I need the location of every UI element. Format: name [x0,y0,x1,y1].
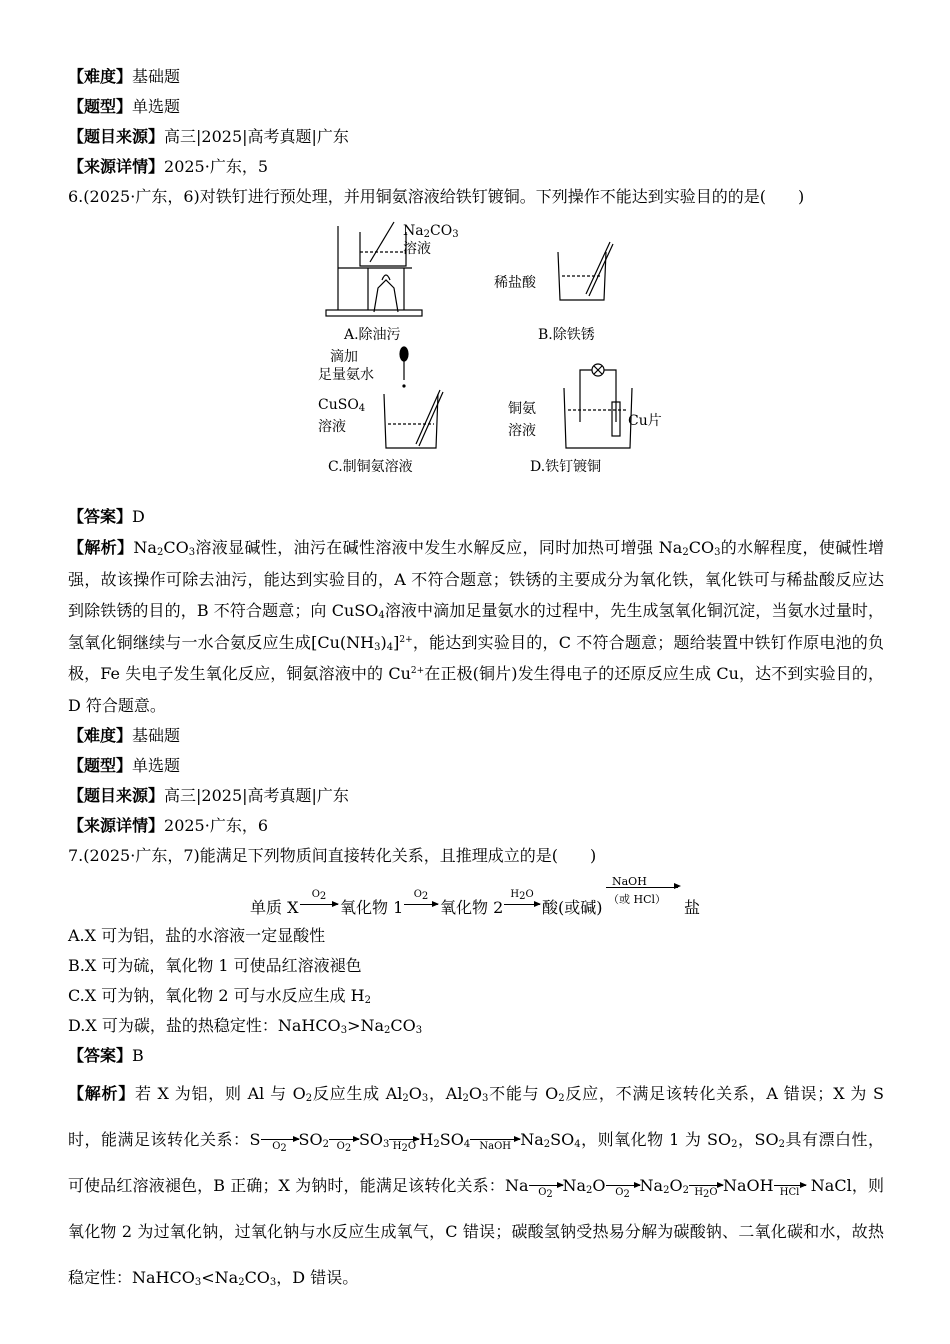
label-solution-a: 溶液 [403,241,431,257]
chain-arrow-3 [504,889,540,914]
arrow-4-alt-reagent: （或 HCl） [608,893,667,906]
question-6-figure [68,212,888,502]
label-cuso4: CuSO$_4$ [318,397,366,414]
label-dilute-hcl: 稀盐酸 [494,275,536,291]
option-d[interactable]: D.X 可为碳，盐的热稳定性：$NaHCO_3>Na_2CO_3$ [68,1016,423,1036]
answer-value: B [132,1046,144,1065]
arrow-1-reagent: $O_2$ [311,889,327,902]
type-value: 单选题 [132,756,181,775]
caption-c: C.制铜氨溶液 [328,459,413,475]
source-line-2 [68,781,888,811]
chain-arrow-4-head [674,883,681,889]
type-label: 【题型】 [68,756,133,775]
caption-a: A.除油污 [344,327,401,343]
question-6-stem: 6.(2025·广东，6)对铁钉进行预处理，并用铜氨溶液给铁钉镀铜。下列操作不能达到实验目的的是( ) [68,187,805,206]
detail-label: 【来源详情】 [68,816,165,835]
label-solution-d: 溶液 [508,423,536,439]
option-c[interactable]: C.X 可为钠，氧化物 2 可与水反应生成 $H_2$ [68,986,372,1006]
difficulty-label: 【难度】 [68,67,133,86]
analysis-6: 【解析】$Na_2CO_3$溶液显碱性，油污在碱性溶液中发生水解反应，同时加热可增强 $Na_2CO_3$的水解程度，使碱性增强，故该操作可除去油污，能达到实验目的，A 不符合题意；铁锈的主要成分为氧化铁，氧化铁可与稀盐酸反应达到除铁锈的目的，B 不符合题意；向 CuSO$_4$溶液中滴加足量氨水的过程中，先生成氢氧化铜沉淀，当氨水过量时，氢氧化铜继续与一水合氨反应生成$[Cu(NH_3)_4]^{2+}$，能达到实验目的，C 不符合题意；题给装置中铁钉作原电池的负极，Fe 失电子发生氧化反应，铜氨溶液中的 $Cu^{2+}$在正极(铜片)发生得电子的还原反应生成 Cu，达不到实验目的，D 符合题意。 [68,538,884,715]
source-line [68,122,888,152]
document-page [68,62,888,1301]
label-add: 滴加 [330,349,358,365]
source-label: 【题目来源】 [68,786,165,805]
difficulty-value: 基础题 [132,67,181,86]
type-value: 单选题 [132,97,181,116]
source-value: 高三|2025|高考真题|广东 [164,127,349,146]
chain-acid-base: 酸(或碱) [542,898,603,917]
arrow-2-reagent: $O_2$ [413,889,429,902]
apparatus-d-icon [558,362,638,452]
type-line [68,92,888,122]
source-value: 高三|2025|高考真题|广东 [164,786,349,805]
label-na2co3: $Na_2CO_3$ [403,223,459,240]
source-detail-line [68,152,888,182]
difficulty-line [68,62,888,92]
chain-salt: 盐 [684,898,701,917]
difficulty-label: 【难度】 [68,726,133,745]
apparatus-b-icon [552,236,622,306]
arrow-3-reagent: $H_2O$ [510,889,534,902]
detail-value: 2025·广东，6 [164,816,269,835]
label-solution-c: 溶液 [318,419,346,435]
chain-arrow-1 [300,889,338,914]
difficulty-value: 基础题 [132,726,181,745]
option-b[interactable]: B.X 可为硫，氧化物 1 可使品红溶液褪色 [68,956,362,975]
conversion-chain [68,871,888,921]
label-ammonia: 足量氨水 [318,367,374,383]
caption-d: D.铁钉镀铜 [530,459,602,475]
answer-value: D [132,507,145,526]
arrow-4-reagent: NaOH [612,875,647,888]
chain-oxide-1: 氧化物 1 [340,898,404,917]
answer-7-line [68,1041,888,1071]
caption-b: B.除铁锈 [538,327,595,343]
analysis-label: 【解析】 [68,538,134,557]
chain-arrow-4 [606,887,678,888]
label-cu-ammonia: 铜氨 [508,401,536,417]
difficulty-line-2 [68,721,888,751]
label-cu-sheet: Cu片 [628,413,662,429]
answer-label: 【答案】 [68,507,133,526]
analysis-label: 【解析】 [68,1084,135,1103]
type-label: 【题型】 [68,97,133,116]
chain-element-x: 单质 X [250,898,299,917]
chain-arrow-2 [404,889,438,914]
source-detail-line-2 [68,811,888,841]
answer-6-line [68,502,888,532]
type-line-2 [68,751,888,781]
detail-label: 【来源详情】 [68,157,165,176]
apparatus-c-icon [360,344,450,454]
analysis-7: 【解析】若 X 为铝，则 Al 与 $O_2$反应生成 $Al_2O_3$，$Al_2O_3$不能与 $O_2$反应，不满足该转化关系，A 错误；X 为 S 时，能满足该转化关系：S $O_2$ $SO_2$ $O_2$ $SO_3$ $H_2O$ $H_2SO_4$ NaOH $Na_2SO_4$，则氧化物 1 为 $SO_2$，$SO_2$具有漂白性，可使品红溶液褪色，B 正确；X 为钠时，能满足该转化关系：Na $O_2$ $Na_2O$ $O_2$ $Na_2O_2$ $H_2O$ NaOH HCl NaCl，则氧化物 2 为过氧化钠，过氧化钠与水反应生成氧气，C 错误；碳酸氢钠受热易分解为碳酸钠、二氧化碳和水，故热稳定性：$NaHCO_3<Na_2CO_3$，D 错误。 [68,1084,884,1288]
question-7-stem: 7.(2025·广东，7)能满足下列物质间直接转化关系，且推理成立的是( ) [68,846,597,865]
answer-label: 【答案】 [68,1046,133,1065]
detail-value: 2025·广东，5 [164,157,269,176]
source-label: 【题目来源】 [68,127,165,146]
chain-oxide-2: 氧化物 2 [440,898,504,917]
option-a[interactable]: A.X 可为铝，盐的水溶液一定显酸性 [68,926,326,945]
